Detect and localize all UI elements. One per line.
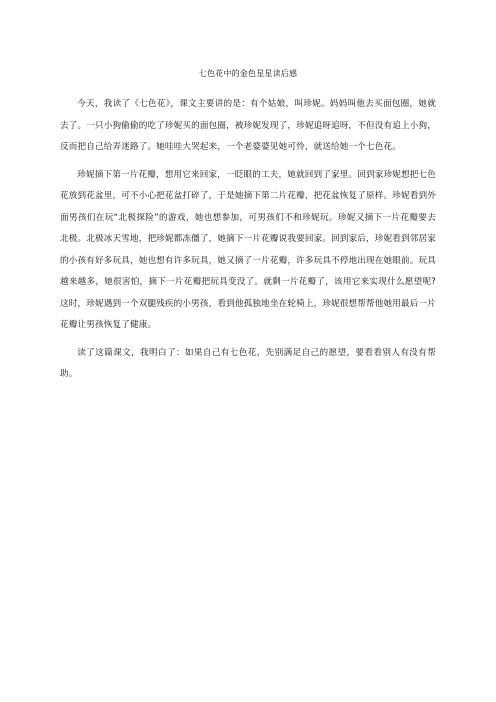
- document-title: 七色花中的金色星星读后感: [198, 69, 298, 78]
- document-body: [60, 94, 436, 392]
- paragraph-3: 读了这篇课文，我明白了：如果自己有七色花，先别满足自己的愿望，要看看别人有没有帮助。: [60, 347, 436, 379]
- paragraph-2: 珍妮摘下第一片花瓣，想用它来回家，一眨眼的工夫，她就回到了家里。回到家珍妮想把七色花放到花盆里，可不小心把花盆打碎了，于是她摘下第二片花瓣，把花盆恢复了原样。珍妮看到外面男孩们在玩“北极探险”的游戏，她也想参加，可男孩们不和珍妮玩。珍妮又摘下一片花瓣要去北极。北极冰天雪地，把珍妮都冻僵了，她摘下一片花瓣说我要回家。回到家后，珍妮看到邻居家的小孩有好多玩具，她也想有许多玩具，她又摘了一片花瓣，许多玩具不停地出现在她眼前。玩具越来越多，她很害怕，摘下一片花瓣把玩具变没了。就剩一片花瓣了，该用它来实现什么愿望呢?这时，珍妮遇到一个双腿残疾的小男孩，看到他孤独地坐在轮椅上，珍妮很想帮帮他她用最后一片花瓣让男孩恢复了健康。: [60, 169, 436, 330]
- paragraph-1: 今天，我读了《七色花》，课文主要讲的是：有个姑娘，叫珍妮。妈妈叫他去买面包圈，她就去了。一只小狗偷偷的吃了珍妮买的面包圈，被珍妮发现了，珍妮追呀追呀，不但没有追上小狗，反而把自己给弄迷路了。她哇哇大哭起来，一个老婆婆见她可怜，就送给她一个七色花。: [60, 99, 436, 152]
